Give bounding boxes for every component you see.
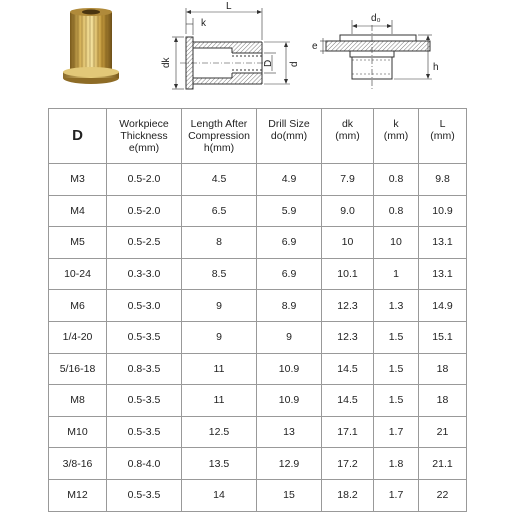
table-cell: 15.1 (419, 321, 467, 353)
specification-table (48, 108, 467, 512)
column-header (257, 109, 322, 164)
table-cell: 8.9 (257, 290, 322, 322)
table-cell: 1/4-20 (49, 321, 107, 353)
table-cell: 10 (374, 227, 419, 259)
table-row (49, 416, 467, 448)
table-cell: 12.3 (322, 321, 374, 353)
table-cell: 13.1 (419, 227, 467, 259)
table-cell: 8.5 (182, 258, 257, 290)
table-cell: 14.5 (322, 353, 374, 385)
column-header-line: Thickness (120, 130, 168, 142)
table-row (49, 290, 467, 322)
table-cell: 0.8 (374, 195, 419, 227)
table-cell: M12 (49, 479, 107, 511)
table-cell: 21 (419, 416, 467, 448)
table-cell: 12.5 (182, 416, 257, 448)
table-cell: M3 (49, 164, 107, 196)
table-cell: 18 (419, 353, 467, 385)
table-cell: 11 (182, 385, 257, 417)
table-cell: 9.8 (419, 164, 467, 196)
side-section-drawing (172, 8, 290, 89)
table-row (49, 353, 467, 385)
table-cell: 8 (182, 227, 257, 259)
column-header-line: Drill Size (268, 118, 310, 130)
table-cell: M10 (49, 416, 107, 448)
table-row (49, 385, 467, 417)
column-header (107, 109, 182, 164)
table-cell: 18.2 (322, 479, 374, 511)
table-cell: 1 (374, 258, 419, 290)
table-cell: 5/16-18 (49, 353, 107, 385)
table-cell: 6.9 (257, 227, 322, 259)
rivet-nut-photo (63, 8, 119, 84)
table-cell: 5.9 (257, 195, 322, 227)
table-cell: 4.5 (182, 164, 257, 196)
table-cell: 9.0 (322, 195, 374, 227)
table-cell: 7.9 (322, 164, 374, 196)
table-cell: 1.5 (374, 385, 419, 417)
table-cell: 12.9 (257, 448, 322, 480)
table-cell: 0.8 (374, 164, 419, 196)
column-header-line: D (72, 127, 83, 144)
table-cell: 1.7 (374, 416, 419, 448)
column-header (419, 109, 467, 164)
table-row (49, 258, 467, 290)
table-cell: 1.5 (374, 353, 419, 385)
column-header-line: k (393, 118, 399, 130)
table-row (49, 448, 467, 480)
label-L: L (226, 1, 232, 12)
table-cell: 1.7 (374, 479, 419, 511)
label-dk: dk (161, 57, 172, 68)
label-h: h (433, 62, 439, 73)
table-row (49, 479, 467, 511)
table-cell: 0.3-3.0 (107, 258, 182, 290)
table-cell: 0.5-2.0 (107, 195, 182, 227)
column-header (49, 109, 107, 164)
column-header-line: Length After (190, 118, 248, 130)
table-body (49, 164, 467, 512)
column-header-line: (mm) (383, 130, 409, 142)
column-header-line: (mm) (335, 130, 360, 142)
table-cell: 21.1 (419, 448, 467, 480)
table-cell: 9 (182, 290, 257, 322)
table-cell: 4.9 (257, 164, 322, 196)
table-row (49, 227, 467, 259)
column-header-line: Workpiece (119, 118, 169, 130)
column-header-line: dk (341, 118, 354, 130)
table-cell: 0.5-2.0 (107, 164, 182, 196)
table-cell: 1.3 (374, 290, 419, 322)
table-cell: 13 (257, 416, 322, 448)
table-cell: 1.5 (374, 321, 419, 353)
column-header-line: Compression (188, 130, 250, 142)
table-cell: 10.1 (322, 258, 374, 290)
header-illustrations (0, 0, 512, 104)
label-d: d (289, 61, 300, 67)
column-header (182, 109, 257, 164)
column-header-line: h(mm) (203, 142, 235, 154)
table-cell: 14 (182, 479, 257, 511)
table-cell: 0.8-4.0 (107, 448, 182, 480)
table-cell: 1.8 (374, 448, 419, 480)
table-row (49, 195, 467, 227)
table-cell: 14.5 (322, 385, 374, 417)
table-cell: 9 (182, 321, 257, 353)
table-cell: 18 (419, 385, 467, 417)
table-cell: 0.5-3.5 (107, 479, 182, 511)
label-D: D (263, 59, 274, 67)
table-cell: 0.5-2.5 (107, 227, 182, 259)
table-cell: 15 (257, 479, 322, 511)
table-cell: 3/8-16 (49, 448, 107, 480)
table-row (49, 321, 467, 353)
table-cell: 0.5-3.5 (107, 321, 182, 353)
table-cell: 6.9 (257, 258, 322, 290)
label-e: e (312, 41, 318, 52)
table-cell: 14.9 (419, 290, 467, 322)
column-header-line: L (439, 118, 446, 130)
table-cell: 10.9 (257, 385, 322, 417)
table-row (49, 164, 467, 196)
table-cell: 0.5-3.5 (107, 385, 182, 417)
table-cell: 10 (322, 227, 374, 259)
table-cell: 0.5-3.5 (107, 416, 182, 448)
column-header-line: e(mm) (128, 142, 160, 154)
table-cell: 10.9 (257, 353, 322, 385)
table-cell: 13.1 (419, 258, 467, 290)
table-cell: M4 (49, 195, 107, 227)
label-d0: d₀ (371, 13, 381, 24)
table-cell: 12.3 (322, 290, 374, 322)
column-header-line: do(mm) (270, 130, 308, 142)
column-header-line: (mm) (430, 130, 455, 142)
table-cell: 6.5 (182, 195, 257, 227)
installed-section-drawing (320, 20, 432, 90)
table-cell: 0.8-3.5 (107, 353, 182, 385)
table-cell: M5 (49, 227, 107, 259)
table-cell: 10-24 (49, 258, 107, 290)
table-cell: 9 (257, 321, 322, 353)
table-cell: 13.5 (182, 448, 257, 480)
header-svg (0, 0, 512, 104)
table-cell: 10.9 (419, 195, 467, 227)
table-cell: 17.2 (322, 448, 374, 480)
table-header-row (49, 109, 467, 164)
table-cell: 22 (419, 479, 467, 511)
column-header (374, 109, 419, 164)
column-header (322, 109, 374, 164)
table-cell: M6 (49, 290, 107, 322)
table-cell: 0.5-3.0 (107, 290, 182, 322)
table-cell: 11 (182, 353, 257, 385)
table-cell: 17.1 (322, 416, 374, 448)
label-k: k (201, 18, 206, 29)
table-cell: M8 (49, 385, 107, 417)
